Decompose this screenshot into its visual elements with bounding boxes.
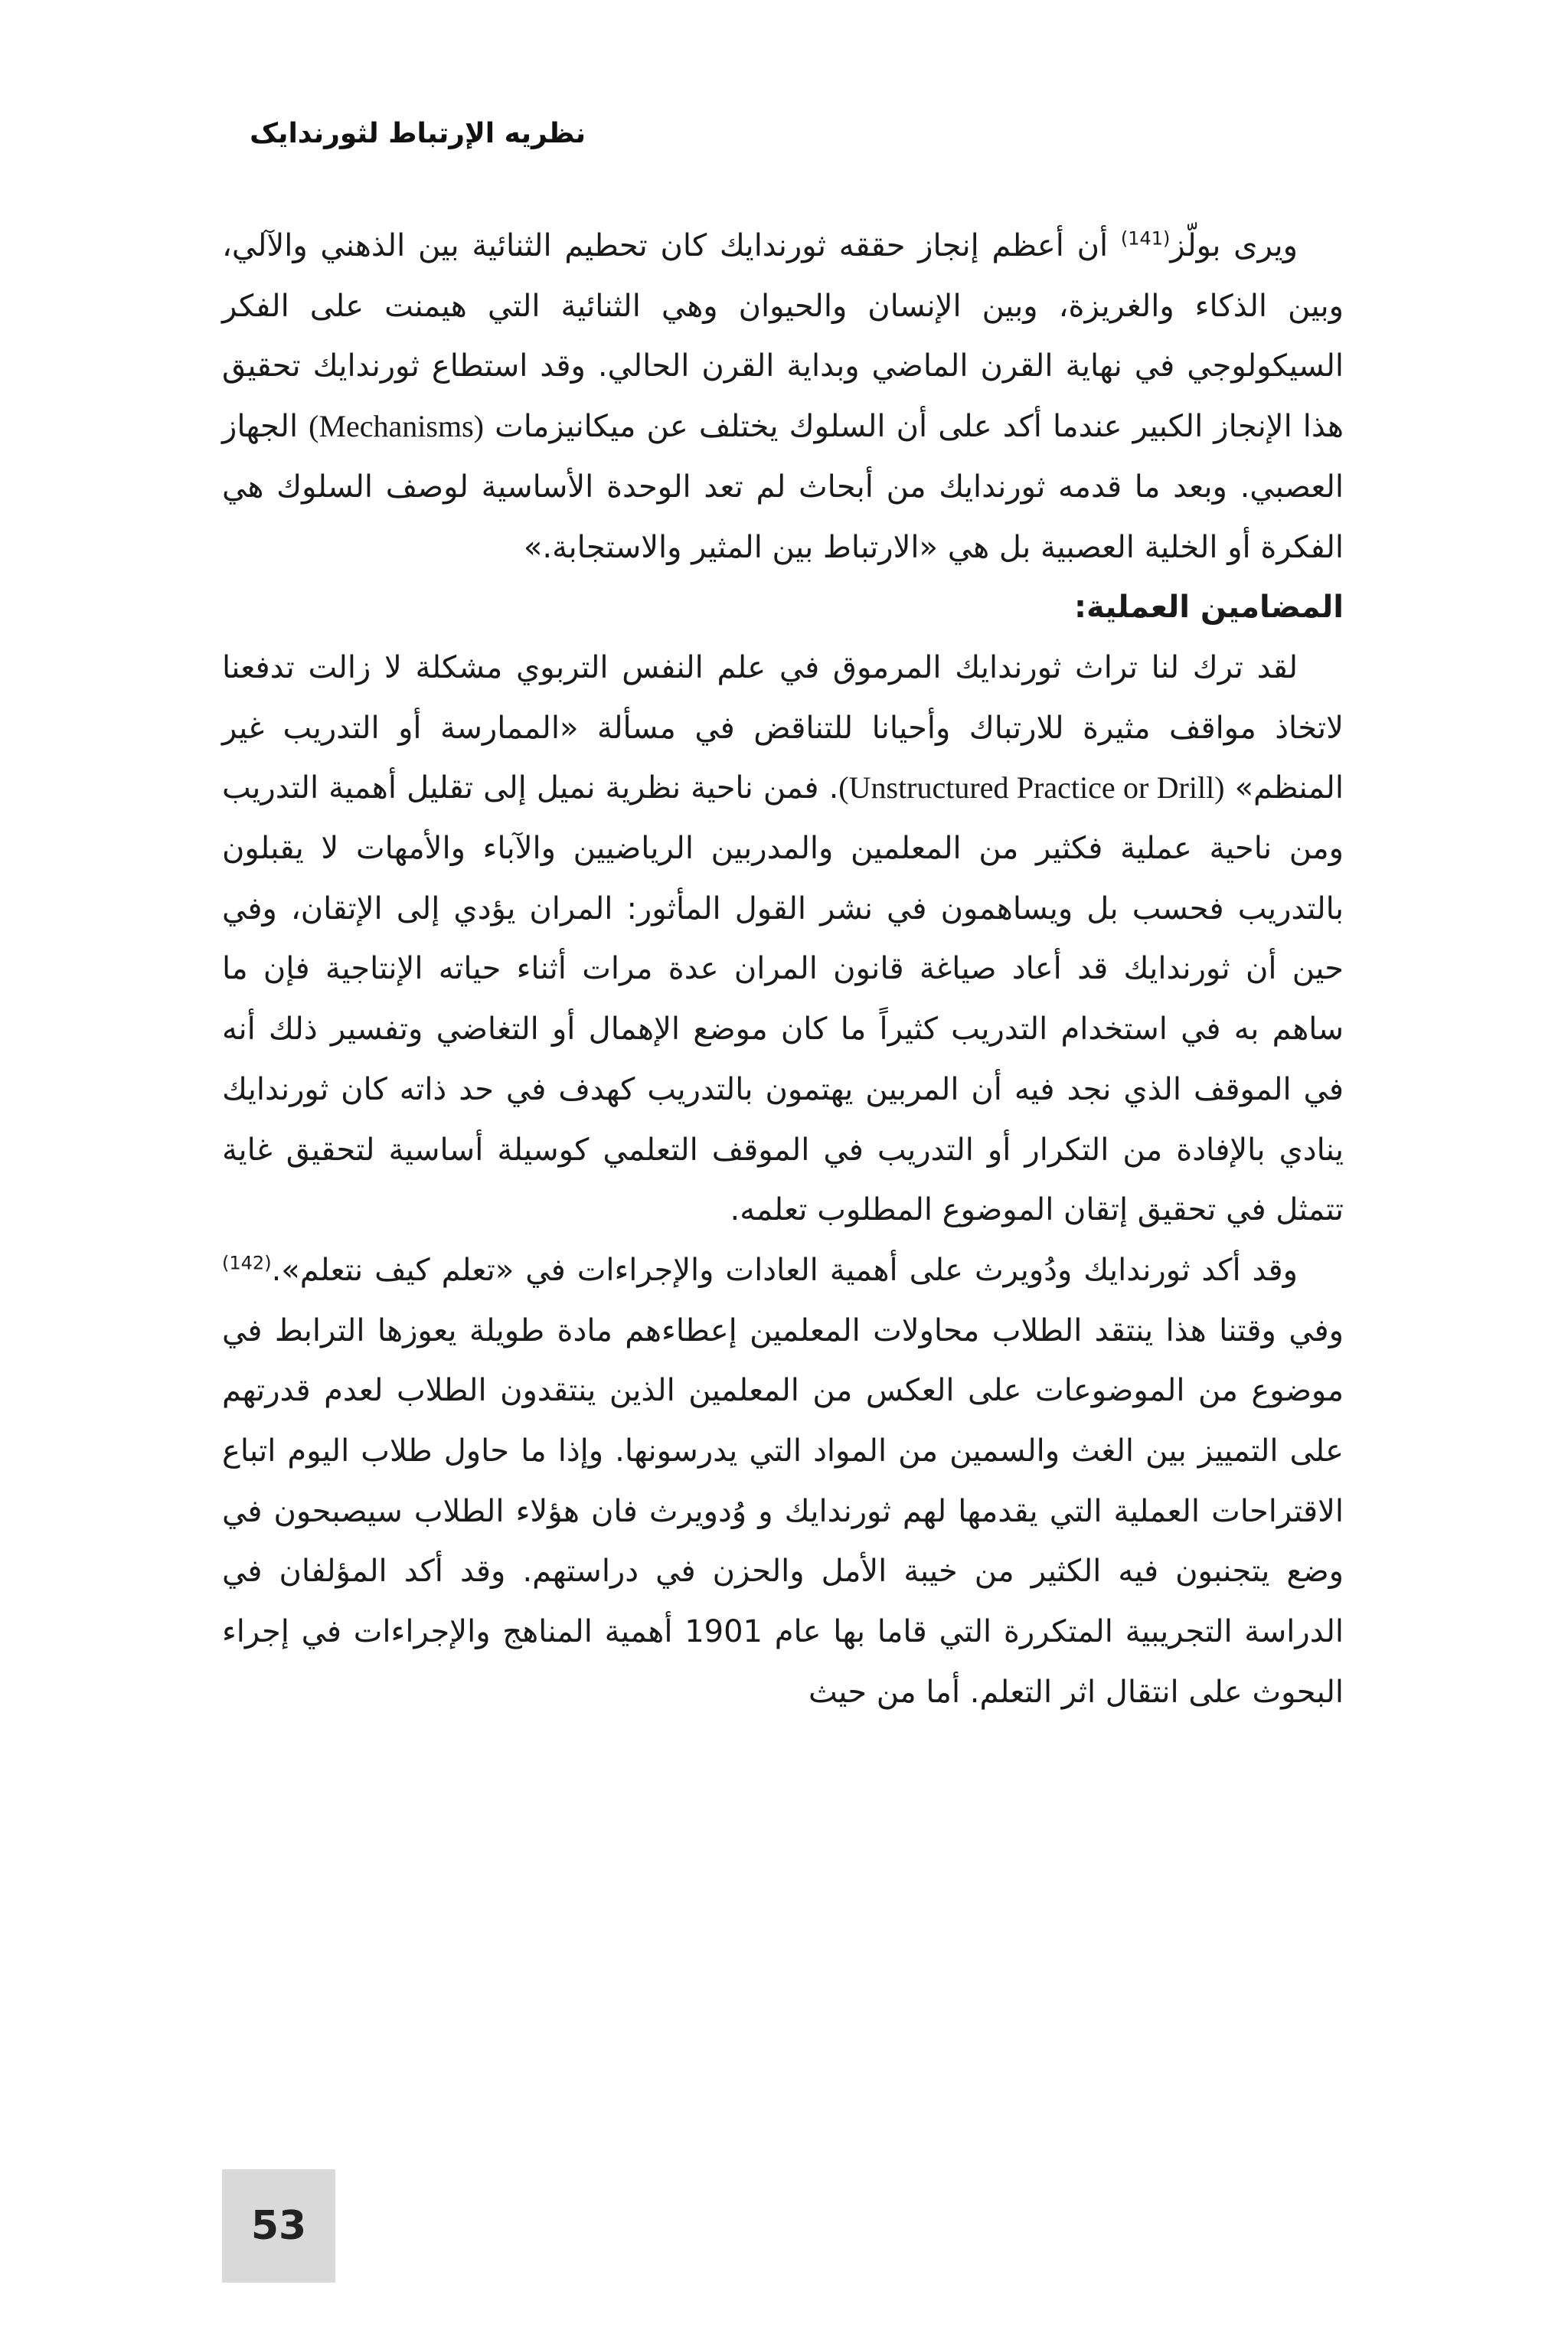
- paragraph-3: [222, 1240, 1344, 1723]
- term-mechanisms: (Mechanisms): [309, 409, 484, 444]
- paragraph-3-part-b: وفي وقتنا هذا ينتقد الطلاب محاولات المعلمين إعطاءهم مادة طويلة يعوزها الترابط في موضوع من الموضوعات على العكس من المعلمين الذين ينتقدون الطلاب لعدم قدرتهم على التمييز بين الغث والسمين من المواد التي يدرسونها. وإذا ما حاول طلاب اليوم اتباع الاقتراحات العملية التي يقدمها لهم ثورندايك و وُدويرث فان هؤلاء الطلاب سيصبحون في وضع يتجنبون فيه الكثير من خيبة الأمل والحزن في دراستهم. وقد أكد المؤلفان في الدراسة التجريبية المتكررة التي قاما بها عام 1901 أهمية المناهج والإجراءات في إجراء البحوث على انتقال اثر التعلم. أما من حيث: [222, 1312, 1344, 1710]
- footnote-ref-141: (141): [1120, 227, 1171, 250]
- page-number: 53: [250, 2203, 307, 2249]
- body-text: [222, 216, 1344, 1723]
- paragraph-3-part-a: وقد أكد ثورندايك ودُويرث على أهمية العادات والإجراءات في «تعلم كيف نتعلم».: [271, 1252, 1298, 1288]
- paragraph-2-part-b: . فمن ناحية نظرية نميل إلى تقليل أهمية التدريب ومن ناحية عملية فكثير من المعلمين والمدربين الرياضيين والآباء والأمهات لا يقبلون بالتدريب فحسب بل ويساهمون في نشر القول المأثور: المران يؤدي إلى الإتقان، وفي حين أن ثورندايك قد أعاد صياغة قانون المران عدة مرات أثناء حياته الإنتاجية فإن ما ساهم به في استخدام التدريب كثيراً ما كان موضع الإهمال أو التغاضي وتفسير ذلك أنه في الموقف الذي نجد فيه أن المربين يهتمون بالتدريب كهدف في حد ذاته كان ثورندايك ينادي بالإفادة من التكرار أو التدريب في الموقف التعلمي كوسيلة أساسية لتحقيق غاية تتمثل في تحقيق إتقان الموضوع المطلوب تعلمه.: [222, 770, 1344, 1228]
- page-number-box: [222, 2169, 335, 2283]
- paragraph-1: [222, 216, 1344, 577]
- paragraph-1-part-b: أن أعظم إنجاز حققه ثورندايك كان تحطيم الثنائية بين الذهني والآلي، وبين الذكاء والغريزة، وبين الإنسان والحيوان وهي الثنائية التي هيمنت على الفكر السيكولوجي في نهاية القرن الماضي وبداية القرن الحالي. وقد استطاع ثورندايك تحقيق هذا الإنجاز الكبير عندما أكد على أن السلوك يختلف عن ميكانيزمات: [222, 228, 1344, 445]
- paragraph-2: [222, 638, 1344, 1240]
- term-unstructured-practice: (Unstructured Practice or Drill): [838, 770, 1225, 806]
- footnote-ref-142: (142): [222, 1252, 272, 1274]
- paragraph-1-part-c: الجهاز العصبي. وبعد ما قدمه ثورندايك من أبحاث لم تعد الوحدة الأساسية لوصف السلوك هي الفكرة أو الخلية العصبية بل هي «الارتباط بين المثير والاستجابة.»: [222, 409, 1344, 565]
- running-header-title: نظريه الإرتباط لثورندايک: [250, 118, 586, 149]
- section-heading: المضامين العملية:: [1073, 590, 1344, 626]
- paragraph-1-part-a: ويرى بولّز: [1170, 228, 1298, 263]
- paragraph-2-part-a: لقد ترك لنا تراث ثورندايك المرموق في علم النفس التربوي مشكلة لا زالت تدفعنا لاتخاذ مواقف مثيرة للارتباك وأحيانا للتناقض في مسألة «الممارسة أو التدريب غير المنظم»: [222, 649, 1344, 806]
